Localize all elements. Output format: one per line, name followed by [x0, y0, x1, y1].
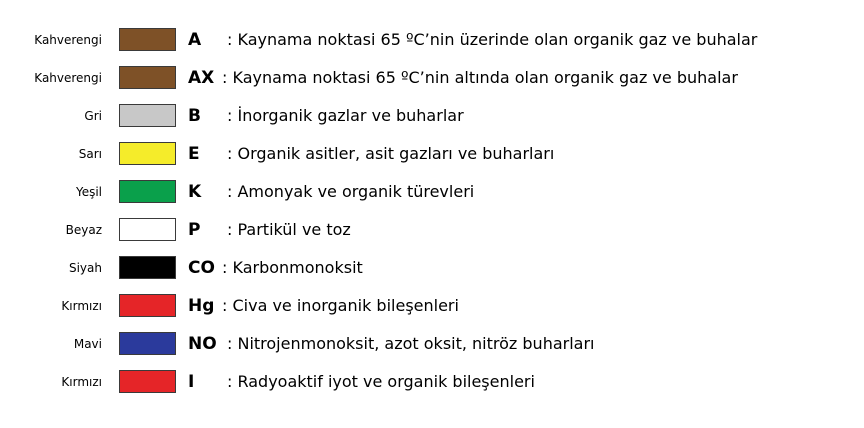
filter-code: B — [188, 106, 201, 126]
legend-row-e — [0, 136, 864, 174]
filter-code: K — [188, 182, 202, 202]
color-name: Yeşil — [75, 185, 102, 199]
color-swatch — [119, 256, 176, 279]
legend-row-no — [0, 326, 864, 364]
color-swatch — [119, 332, 176, 355]
color-swatch — [119, 180, 176, 203]
legend-row-b — [0, 98, 864, 136]
color-name: Kırmızı — [61, 375, 102, 389]
legend-row-a — [0, 22, 864, 60]
legend-row-i — [0, 364, 864, 402]
filter-description: : Organik asitler, asit gazları ve buharları — [227, 144, 555, 163]
color-name: Gri — [84, 109, 102, 123]
filter-description: : İnorganik gazlar ve buharlar — [227, 106, 464, 125]
color-name: Siyah — [68, 261, 102, 275]
filter-description: : Karbonmonoksit — [222, 258, 363, 277]
filter-description: : Partikül ve toz — [227, 220, 351, 239]
color-name: Kahverengi — [34, 33, 102, 47]
filter-code: NO — [188, 334, 217, 354]
filter-code: Hg — [188, 296, 215, 316]
filter-description: : Nitrojenmonoksit, azot oksit, nitröz buharları — [227, 334, 595, 353]
legend-row-ax — [0, 60, 864, 98]
filter-code: P — [188, 220, 201, 240]
color-name: Beyaz — [65, 223, 102, 237]
filter-color-legend — [0, 22, 864, 402]
filter-code: AX — [188, 68, 215, 88]
color-swatch — [119, 28, 176, 51]
color-swatch — [119, 370, 176, 393]
filter-description: : Amonyak ve organik türevleri — [227, 182, 475, 201]
legend-row-k — [0, 174, 864, 212]
filter-description: : Kaynama noktasi 65 ºC’nin altında olan organik gaz ve buhalar — [222, 68, 738, 87]
filter-description: : Civa ve inorganik bileşenleri — [222, 296, 459, 315]
color-swatch — [119, 218, 176, 241]
color-swatch — [119, 294, 176, 317]
color-swatch — [119, 104, 176, 127]
legend-row-hg — [0, 288, 864, 326]
color-name: Sarı — [78, 147, 102, 161]
legend-row-co — [0, 250, 864, 288]
legend-row-p — [0, 212, 864, 250]
color-swatch — [119, 66, 176, 89]
color-name: Kahverengi — [34, 71, 102, 85]
filter-description: : Radyoaktif iyot ve organik bileşenleri — [227, 372, 535, 391]
filter-code: I — [188, 372, 195, 392]
filter-code: A — [188, 30, 202, 50]
color-swatch — [119, 142, 176, 165]
color-name: Mavi — [73, 337, 102, 351]
filter-description: : Kaynama noktasi 65 ºC’nin üzerinde olan organik gaz ve buhalar — [227, 30, 758, 49]
color-name: Kırmızı — [61, 299, 102, 313]
filter-code: CO — [188, 258, 215, 278]
filter-code: E — [188, 144, 200, 164]
